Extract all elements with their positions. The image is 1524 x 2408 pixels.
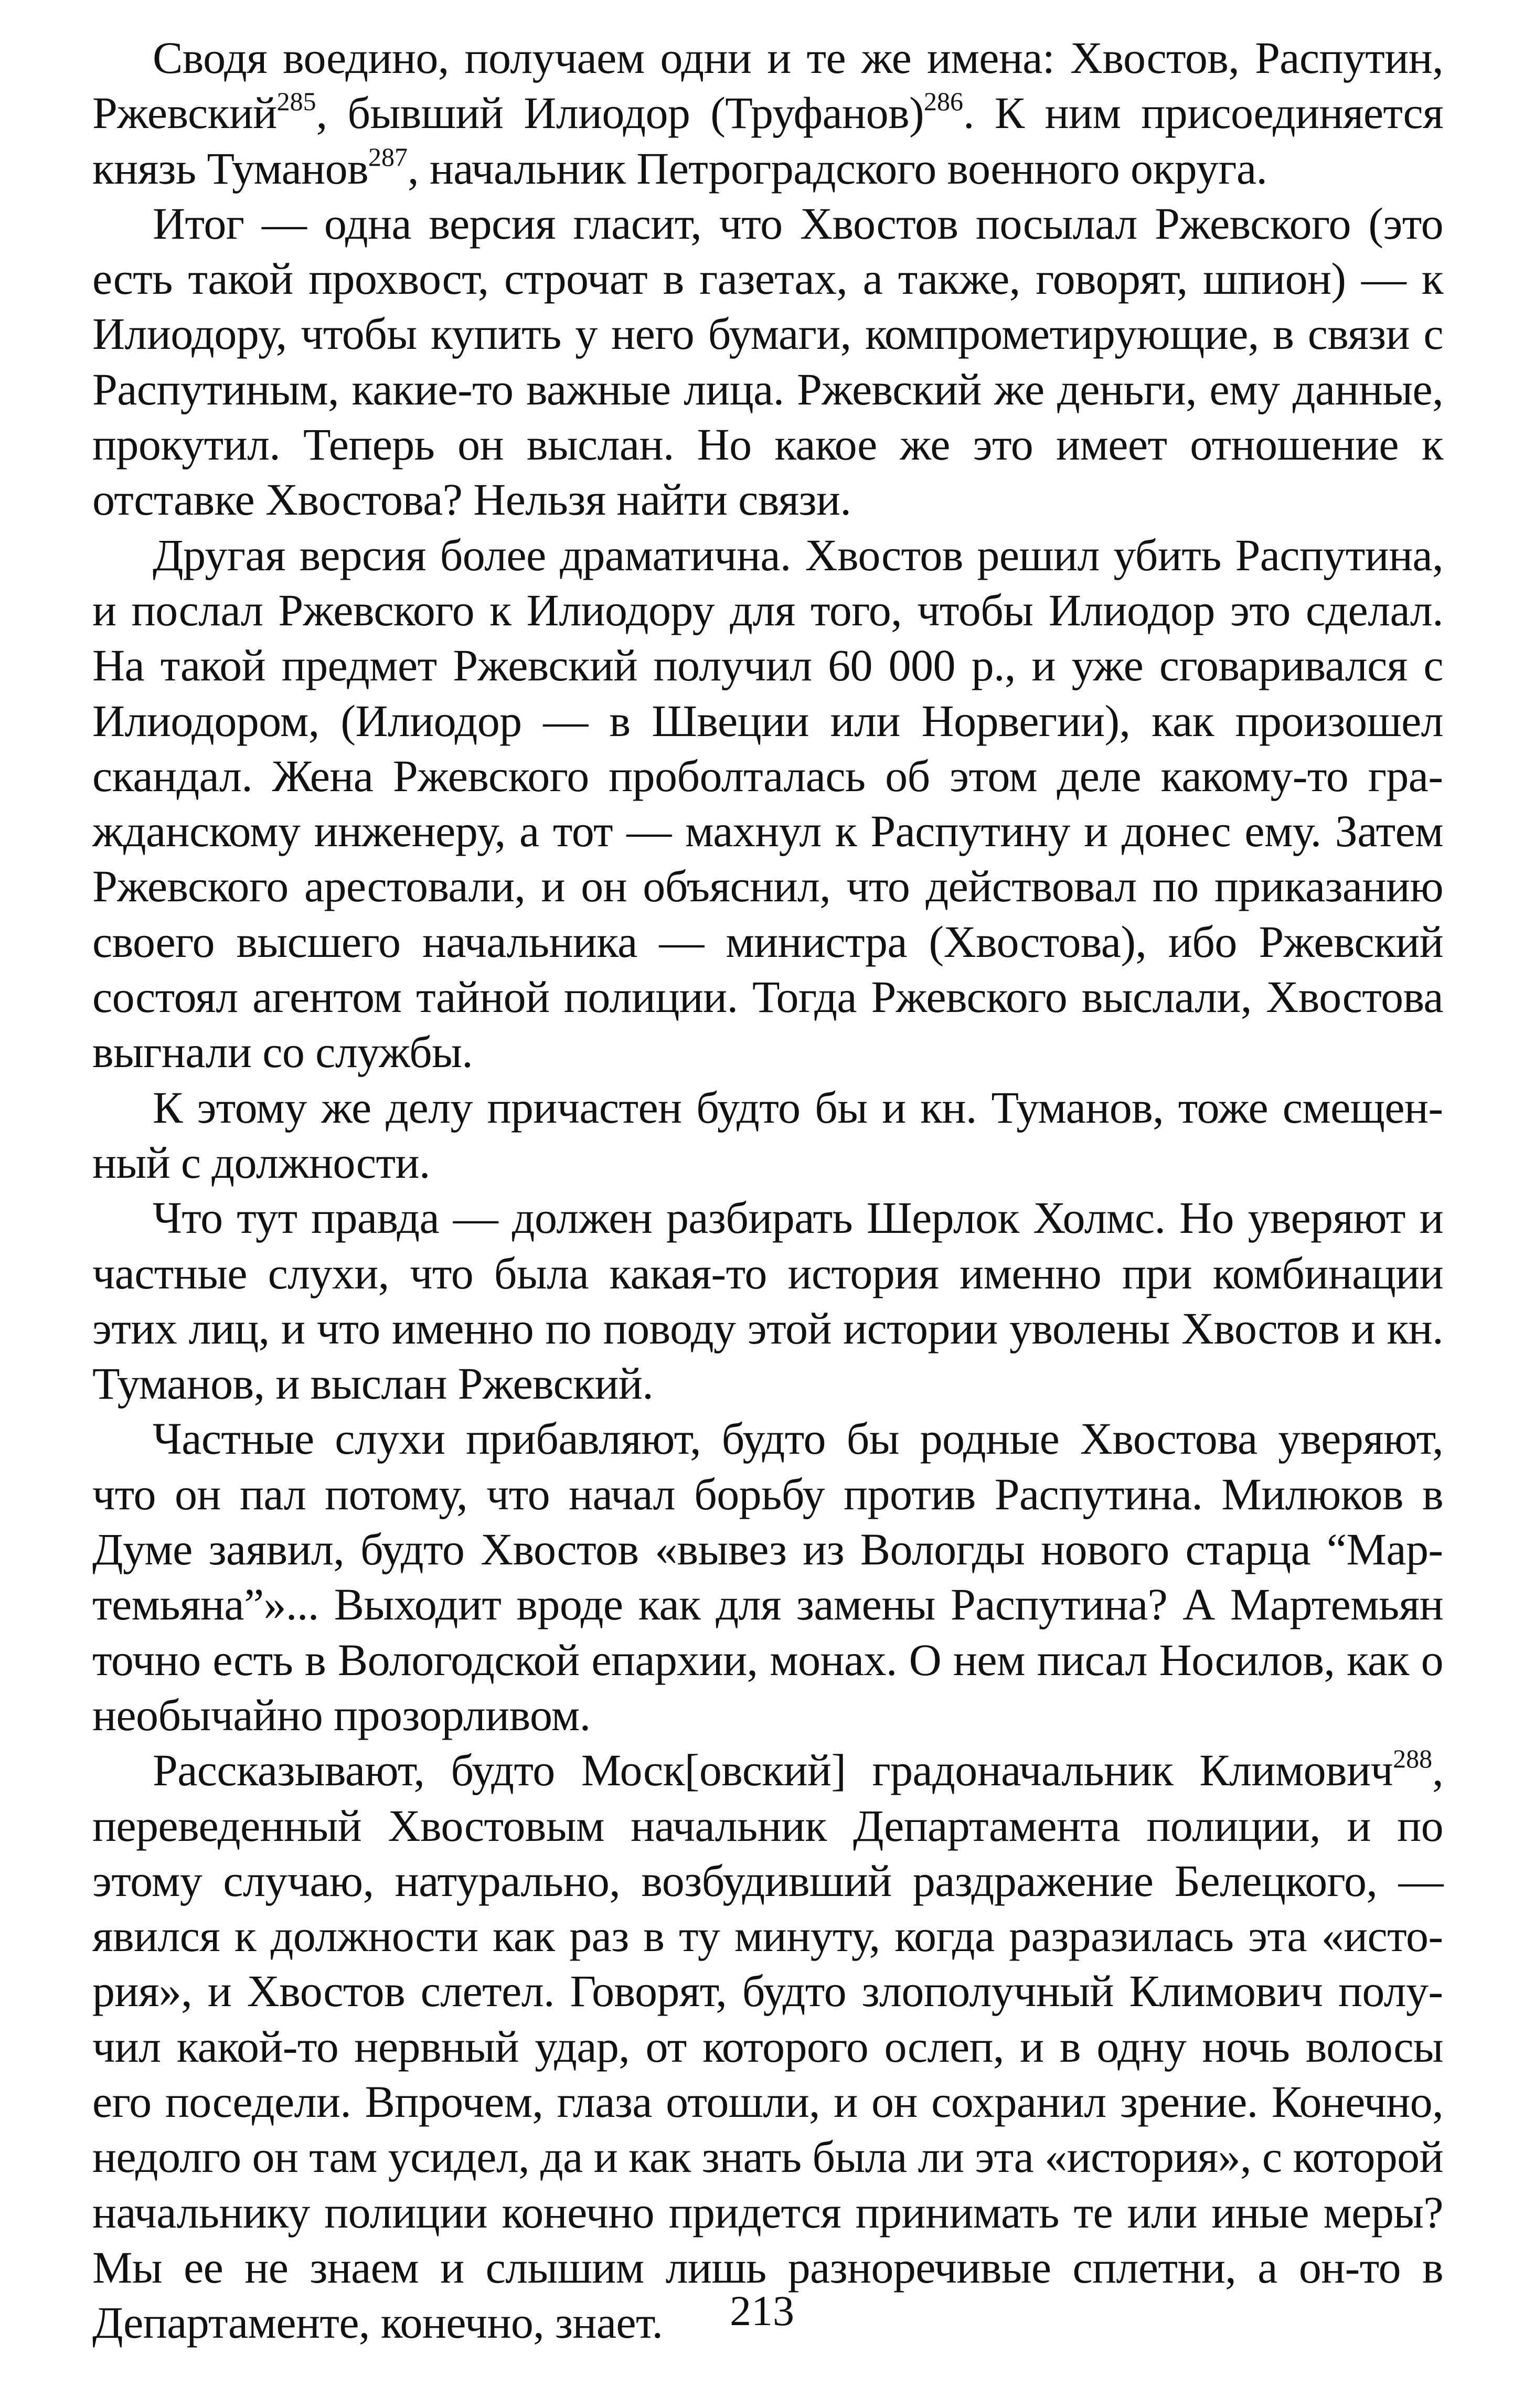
paragraph bbox=[92, 1190, 1443, 1411]
text-run: Частные слухи прибавляют, будто бы родные Хвостова уверяют, что он пал потому, что начал борьбу против Распутина. Милюков в Думе заявил, будто Хвостов «вывез из Вологды нового старца “Мартемьяна”»... Выходит вроде как для замены Распутина? А Мартемьян точно есть в Вологодской епархии, монах. О нем писал Носилов, как о необычайно прозорливом. bbox=[92, 1413, 1443, 1740]
footnote-ref: 285 bbox=[276, 87, 316, 116]
paragraph bbox=[92, 1743, 1443, 2350]
text-run: К этому же делу причастен будто бы и кн. Туманов, тоже смещенный с должности. bbox=[92, 1082, 1443, 1188]
page-number: 213 bbox=[730, 2287, 794, 2335]
text-block bbox=[92, 30, 1443, 2350]
text-run: Сводя воедино, получаем одни и те же имена: Хвостов, Распутин, Ржевский bbox=[92, 33, 1443, 138]
page-body bbox=[92, 30, 1443, 2350]
paragraph bbox=[92, 30, 1443, 196]
text-run: Что тут правда — должен разбирать Шерлок Холмс. Но уверяют и частные слухи, что была какая-то история именно при комбинации этих лиц, и что именно по поводу этой истории уволены Хвостов и кн. Туманов, и выслан Ржевский. bbox=[92, 1192, 1443, 1409]
text-run: Рассказывают, будто Моск[овский] градоначальник Климович bbox=[153, 1745, 1393, 1796]
paragraph bbox=[92, 196, 1443, 528]
paragraph bbox=[92, 1411, 1443, 1743]
paragraph bbox=[92, 1080, 1443, 1191]
text-run: , бывший Илиодор (Труфанов) bbox=[316, 88, 924, 138]
text-run: Другая версия более драматична. Хвостов решил убить Распутина, и послал Ржевского к Илиодору для того, чтобы Илиодор это сделал. На такой предмет Ржевский получил 60 000 р., и уже сговаривался с Илиодором, (Илиодор — в Швеции или Норвегии), как произошел скандал. Жена Ржевского проболталась об этом деле какому-то гражданскому инженеру, а тот — махнул к Распутину и донес ему. Затем Ржевского арестовали, и он объяснил, что действовал по приказанию своего высшего начальника — министра (Хвостова), ибо Ржевский состоял агентом тайной полиции. Тогда Ржевского выслали, Хвостова выгнали со службы. bbox=[92, 529, 1443, 1078]
footnote-ref: 287 bbox=[368, 142, 408, 172]
footnote-ref: 288 bbox=[1393, 1744, 1433, 1774]
text-run: Итог — одна версия гласит, что Хвостов посылал Ржевского (это есть такой прохвост, строчат в газетах, а также, говорят, шпион) — к Илиодору, чтобы купить у него бумаги, компрометирующие, в связи с Распутиным, какие-то важные лица. Ржевский же деньги, ему данные, прокутил. Теперь он выслан. Но какое же это имеет отношение к отставке Хвостова? Нельзя найти связи. bbox=[92, 198, 1443, 525]
paragraph bbox=[92, 528, 1443, 1080]
text-run: . К ним присоединяется князь Туманов bbox=[92, 88, 1443, 194]
footnote-ref: 286 bbox=[924, 87, 964, 116]
text-run: , начальник Петроградского военного округа. bbox=[408, 143, 1267, 194]
text-run: , переведенный Хвостовым начальник Департамента полиции, и по этому случаю, натурально, возбудивший раздражение Белецкого, — явился к должности как раз в ту минуту, когда разразилась эта «история», и Хвостов слетел. Говорят, будто злополучный Климович получил какой-то нервный удар, от которого ослеп, и в одну ночь волосы его поседели. Впрочем, глаза отошли, и он сохранил зрение. Конечно, недолго он там усидел, да и как знать была ли эта «история», с которой начальнику полиции конечно придется принимать те или иные меры? Мы ее не знаем и слышим лишь разноречивые сплетни, а он-то в Департаменте, конечно, знает. bbox=[92, 1745, 1443, 2348]
